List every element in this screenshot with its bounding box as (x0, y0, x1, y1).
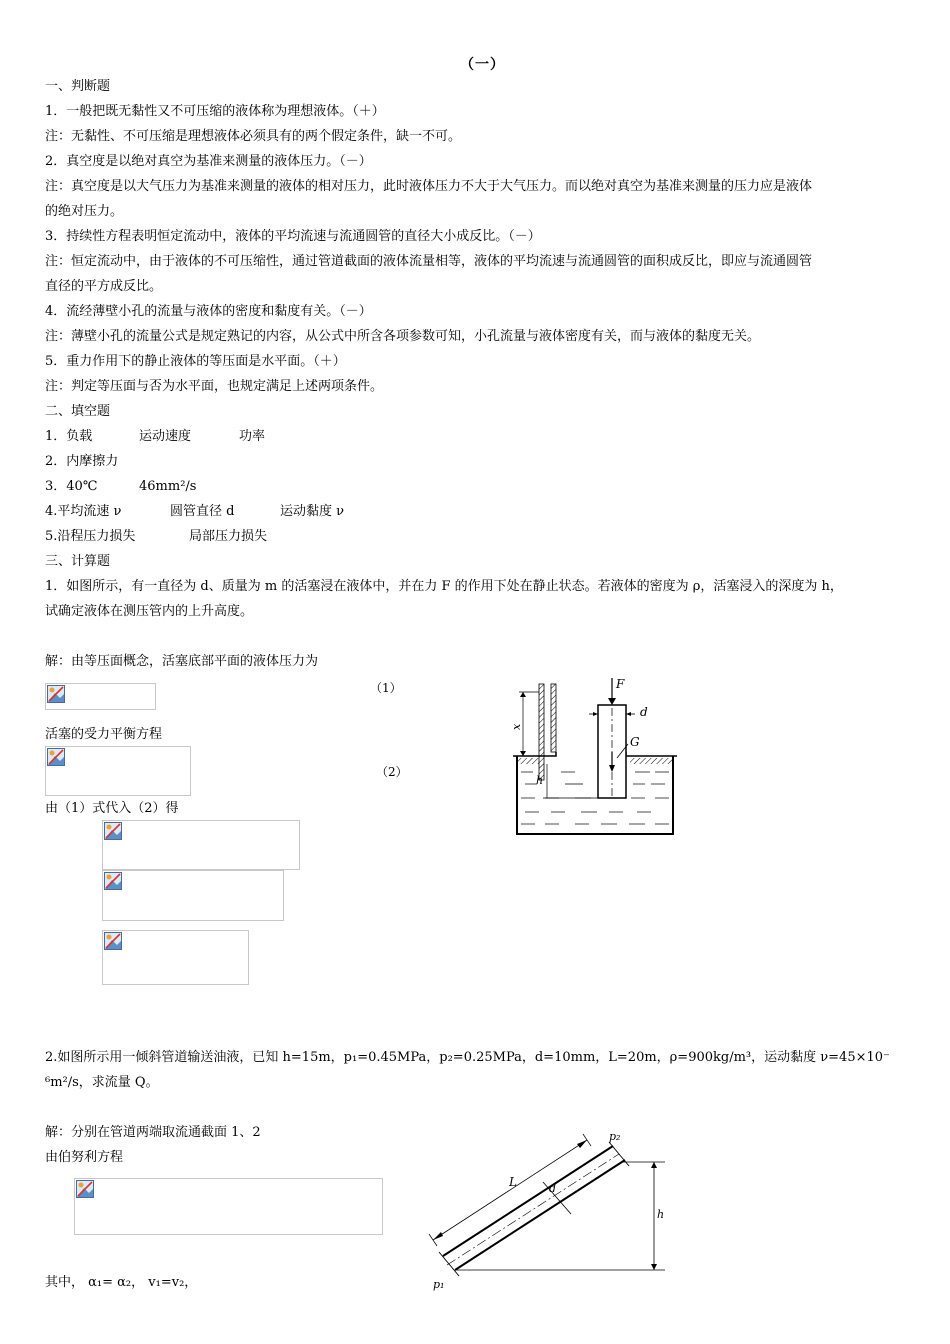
fill-row-2 (45, 454, 118, 470)
force-arrowhead (608, 698, 616, 705)
equation-image (102, 870, 284, 921)
note-1: 注：无黏性、不可压缩是理想液体必须具有的两个假定条件，缺一不可。 (45, 129, 462, 144)
fill-answer: 运动黏度 ν (280, 504, 345, 519)
problem-1-line2: 试确定液体在测压管内的上升高度。 (45, 604, 254, 619)
fill-answer: 1．负载 (45, 429, 93, 444)
equation-number-2: （2） (376, 765, 408, 779)
section-heading-fill: 二、填空题 (45, 404, 111, 419)
equation-number-1: （1） (370, 681, 402, 695)
broken-image-icon (104, 822, 122, 840)
fill-answer: 功率 (239, 429, 266, 444)
label-p1: p₁ (433, 1278, 445, 1291)
question-1: 1．一般把既无黏性又不可压缩的液体称为理想液体。（＋） (45, 104, 385, 119)
problem-1-line1: 1．如图所示，有一直径为 d、质量为 m 的活塞浸在液体中，并在力 F 的作用下处在静止状态。若液体的密度为 ρ，活塞浸入的深度为 h， (45, 579, 843, 594)
fill-answer: 圆管直径 d (170, 504, 235, 519)
fill-row-5 (45, 529, 267, 545)
question-4: 4．流经薄壁小孔的流量与液体的密度和黏度有关。（－） (45, 304, 372, 319)
tube-wall (551, 684, 556, 752)
broken-image-icon (76, 1180, 94, 1198)
section-heading-calc: 三、计算题 (45, 554, 111, 569)
note-5: 注：判定等压面与否为水平面，也规定满足上述两项条件。 (45, 379, 384, 394)
problem-2-line2: ⁶m²/s，求流量 Q。 (45, 1075, 159, 1090)
inclined-pipe-figure (425, 1128, 675, 1300)
label-L: L (509, 1175, 517, 1189)
label-p2: p₂ (609, 1130, 621, 1143)
piston-figure (505, 672, 685, 842)
question-3: 3．持续性方程表明恒定流动中，液体的平均流速与流通圆管的直径大小成反比。（－） (45, 229, 541, 244)
container-rim (513, 752, 677, 756)
fill-row-1 (45, 429, 265, 445)
label-d2: d (549, 1182, 557, 1195)
substitution-label: 由（1）式代入（2）得 (45, 801, 179, 816)
broken-image-icon (104, 872, 122, 890)
note-3-line2: 直径的平方成反比。 (45, 279, 163, 294)
note-3-line1: 注：恒定流动中，由于液体的不可压缩性，通过管道截面的液体流量相等，液体的平均流速与流通圆管的面积成反比，即应与流通圆管 (45, 254, 813, 269)
rim-hatch (517, 758, 539, 764)
note-4: 注：薄壁小孔的流量公式是规定熟记的内容，从公式中所含各项参数可知，小孔流量与液体密度有关，而与液体的黏度无关。 (45, 329, 761, 344)
broken-image-icon (47, 685, 65, 703)
pipe-centerline (447, 1154, 619, 1265)
equation-image (102, 930, 249, 985)
solution-1-intro: 解：由等压面概念，活塞底部平面的液体压力为 (45, 654, 319, 669)
fill-answer: 运动速度 (139, 429, 192, 444)
rim-hatch (630, 758, 673, 764)
label-G: G (630, 735, 640, 749)
question-5: 5．重力作用下的静止液体的等压面是水平面。（＋） (45, 354, 346, 369)
tube-wall (539, 684, 544, 780)
where-clause: 其中， α₁= α₂， v₁=v₂， (45, 1275, 198, 1290)
fill-row-4 (45, 504, 344, 520)
equation-image (74, 1178, 383, 1235)
balance-label: 活塞的受力平衡方程 (45, 727, 163, 742)
broken-image-icon (104, 932, 122, 950)
label-d: d (640, 705, 648, 719)
label-F: F (616, 677, 625, 691)
bernoulli-label: 由伯努利方程 (45, 1150, 124, 1165)
fill-row-3 (45, 479, 196, 495)
broken-image-icon (47, 748, 65, 766)
fill-answer: 5.沿程压力损失 (45, 529, 136, 544)
fill-answer: 46mm²/s (139, 479, 197, 494)
pipe-wall-upper (443, 1146, 613, 1256)
note-2-line2: 的绝对压力。 (45, 204, 124, 219)
label-h: h (536, 774, 544, 787)
equation-image (45, 683, 156, 710)
label-h2: h (657, 1208, 665, 1221)
equation-image (45, 746, 191, 796)
fill-answer: 4.平均流速 ν (45, 504, 122, 519)
length-dimension (433, 1140, 587, 1240)
label-x: x (510, 723, 523, 730)
section-heading-judgment: 一、判断题 (45, 79, 111, 94)
fill-answer: 局部压力损失 (189, 529, 268, 544)
fill-answer: 3．40℃ (45, 479, 98, 494)
problem-2-line1: 2.如图所示用一倾斜管道输送油液，已知 h=15m，p₁=0.45MPa，p₂=0.25MPa，d=10mm，L=20m，ρ=900kg/m³，运动黏度 ν=45×10⁻ (45, 1050, 890, 1065)
page-title: （一） (460, 57, 505, 73)
equation-image (102, 820, 300, 870)
solution-2-intro: 解：分别在管道两端取流通截面 1、2 (45, 1125, 261, 1140)
fill-answer: 2．内摩擦力 (45, 454, 119, 469)
question-2: 2．真空度是以绝对真空为基准来测量的液体压力。（－） (45, 154, 372, 169)
note-2-line1: 注：真空度是以大气压力为基准来测量的液体的相对压力，此时液体压力不大于大气压力。而以绝对真空为基准来测量的压力应是液体 (45, 179, 813, 194)
pipe-wall-lower (455, 1160, 625, 1270)
